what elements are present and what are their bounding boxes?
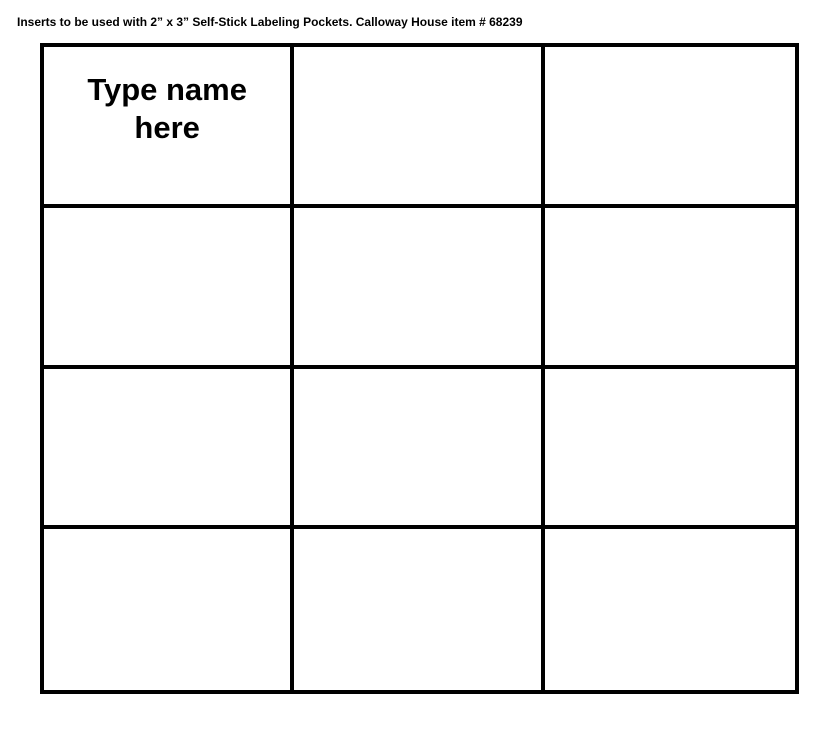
label-cell[interactable] xyxy=(545,208,795,369)
label-cell[interactable] xyxy=(44,47,294,208)
label-grid xyxy=(40,43,799,694)
header-note: Inserts to be used with 2” x 3” Self-Stick Labeling Pockets. Calloway House item # 68239 xyxy=(17,15,523,29)
label-cell[interactable] xyxy=(294,369,544,530)
label-cell[interactable] xyxy=(44,529,294,690)
label-cell[interactable] xyxy=(294,529,544,690)
label-placeholder-text[interactable]: Type name here xyxy=(87,72,247,145)
label-cell[interactable] xyxy=(545,369,795,530)
label-cell[interactable] xyxy=(44,208,294,369)
label-cell[interactable] xyxy=(545,47,795,208)
label-cell[interactable] xyxy=(44,369,294,530)
label-cell[interactable] xyxy=(294,47,544,208)
label-cell[interactable] xyxy=(294,208,544,369)
label-cell[interactable] xyxy=(545,529,795,690)
